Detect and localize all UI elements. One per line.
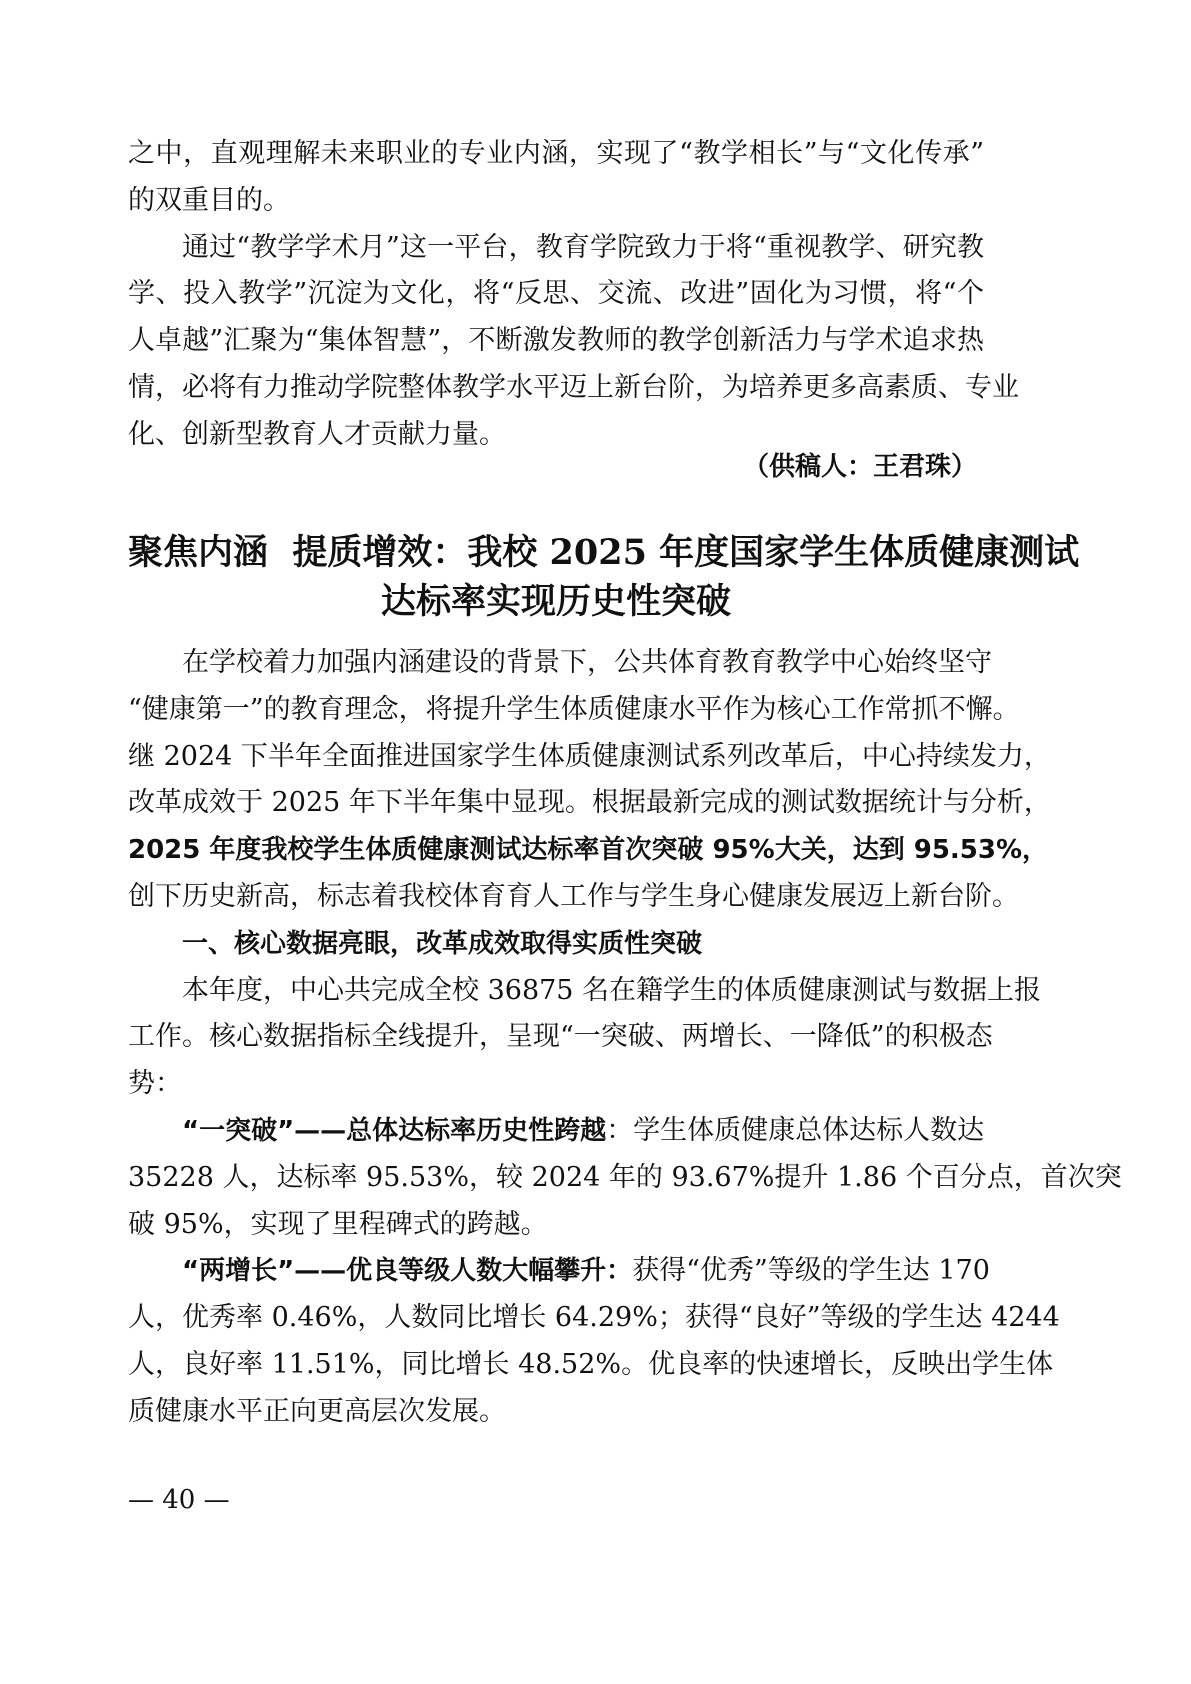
text: 情，必将有力推动学院整体教学水平迈上新台阶，为培养更多高素质、专业: [128, 371, 1019, 403]
text: 通过“教学学术月”这一平台，教育学院致力于将“重视教学、研究教: [182, 231, 984, 263]
bold-text: “两增长”——优良等级人数大幅攀升：: [182, 1256, 633, 1287]
article-title-line-2: 达标率实现历史性突破: [380, 581, 731, 622]
text: 化、创新型教育人才贡献力量。: [128, 418, 506, 450]
text: ：学生体质健康总体达标人数达: [606, 1114, 985, 1146]
article-body: [128, 640, 1122, 1436]
text-line: [128, 874, 1019, 921]
text-line: [128, 1014, 993, 1061]
paragraph: [128, 1108, 1122, 1248]
bold-text: “一突破”——总体达标率历史性跨越: [182, 1115, 607, 1146]
article-title-line-1: 聚焦内涵 提质增效：我校 2025 年度国家学生体质健康测试: [128, 532, 1080, 573]
text-line: [128, 780, 1051, 827]
text: “健康第一”的教育理念，将提升学生体质健康水平作为核心工作常抓不懈。: [128, 693, 1020, 725]
text: 继 2024 下半年全面推进国家学生体质健康测试系列改革后，中心持续发力，: [128, 740, 1051, 772]
text-line: [128, 1248, 990, 1295]
text-line: [128, 921, 984, 968]
text-line: [128, 365, 1019, 412]
text-line: [128, 640, 992, 687]
text: 工作。核心数据指标全线提升，呈现“一突破、两增长、一降低”的积极态: [128, 1021, 993, 1053]
text-line: [128, 1061, 984, 1108]
text-line: [128, 1202, 984, 1249]
page-number: — 40 —: [128, 1485, 230, 1515]
paragraph: [128, 225, 1019, 459]
text: 之中，直观理解未来职业的专业内涵，实现了“教学相长”与“文化传承”: [128, 138, 984, 169]
text: 获得“优秀”等级的学生达 170: [632, 1255, 990, 1287]
bold-text: 一、核心数据亮眼，改革成效取得实质性突破: [182, 928, 703, 959]
text: 在学校着力加强内涵建设的背景下，公共体育教育教学中心始终坚守: [182, 647, 992, 678]
text-line: [128, 734, 1051, 781]
text-line: [128, 687, 1020, 734]
bold-text: 2025 年度我校学生体质健康测试达标率首次突破 95%大关，达到 95.53%，: [128, 835, 1049, 866]
text-line: [128, 1295, 1060, 1342]
text: 的双重目的。: [128, 184, 290, 216]
section-heading: [128, 921, 984, 968]
text: 人，优秀率 0.46%，人数同比增长 64.29%；获得“良好”等级的学生达 4244: [128, 1302, 1060, 1334]
text-line: [128, 827, 1049, 874]
text-line: [128, 131, 984, 178]
text-line: [128, 1389, 984, 1436]
text-line: [128, 968, 1042, 1015]
text-line: [128, 225, 984, 272]
text: 本年度，中心共完成全校 36875 名在籍学生的体质健康测试与数据上报: [182, 974, 1042, 1006]
text: 35228 人，达标率 95.53%，较 2024 年的 93.67%提升 1.86 个百分点，首次突: [128, 1161, 1122, 1193]
text: 人，良好率 11.51%，同比增长 48.52%。优良率的快速增长，反映出学生体: [128, 1348, 1054, 1380]
text: 人卓越”汇聚为“集体智慧”，不断激发教师的教学创新活力与学术追求热: [128, 325, 984, 357]
text-line: [128, 1342, 1054, 1389]
text-line: [128, 1108, 984, 1155]
paragraph: [128, 968, 1042, 1108]
paragraph: [128, 1248, 1060, 1435]
article-title: [128, 528, 1080, 626]
text: 破 95%，实现了里程碑式的跨越。: [128, 1208, 548, 1240]
text: 学、投入教学”沉淀为文化，将“反思、交流、改进”固化为习惯，将“个: [128, 278, 984, 310]
text-line: [128, 178, 984, 225]
contributor-signature: （供稿人：王君珠）: [742, 452, 977, 482]
text-line: [128, 271, 984, 318]
previous-article-ending: [128, 131, 1019, 459]
text: 质健康水平正向更高层次发展。: [128, 1395, 506, 1427]
text: 改革成效于 2025 年下半年集中显现。根据最新完成的测试数据统计与分析，: [128, 787, 1051, 819]
paragraph: [128, 640, 1051, 921]
paragraph: [128, 131, 984, 225]
text-line: [128, 1155, 1122, 1202]
text-line: [128, 318, 984, 365]
text: 创下历史新高，标志着我校体育育人工作与学生身心健康发展迈上新台阶。: [128, 880, 1019, 912]
text: 势：: [128, 1068, 182, 1100]
